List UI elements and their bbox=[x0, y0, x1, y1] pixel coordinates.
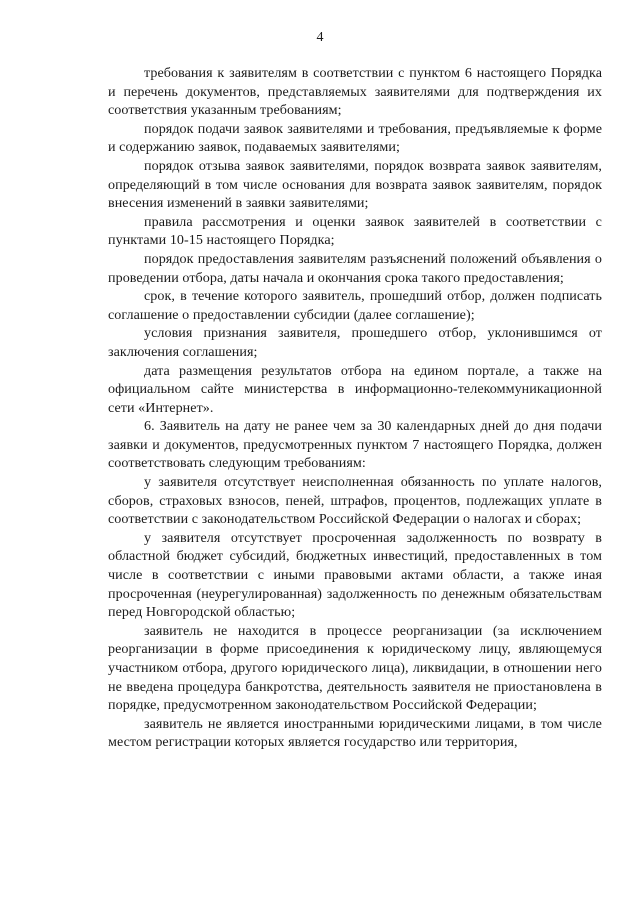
paragraph-results-publication: дата размещения результатов отбора на едином портале, а также на официальном сайте министерства в информационно-телекоммуникационной сети «Интернет». bbox=[108, 362, 602, 416]
page-number: 4 bbox=[316, 30, 324, 45]
paragraph-requirements-to-applicants: требования к заявителям в соответствии с пунктом 6 настоящего Порядка и перечень документов, представляемых заявителями для подтверждения их соответствия указанным требованиям; bbox=[108, 65, 602, 119]
paragraph-no-reorganization: заявитель не находится в процессе реорганизации (за исключением реорганизации в форме присоединения к юридическому лицу, являющемуся участником отбора, другого юридического лица), ликвидации, в отношении него не введена процедура банкротства, деятельность заявителя не приостановлена в порядке, предусмотренном законодательством Российской Федерации; bbox=[108, 622, 602, 714]
paragraph-no-overdue-debt: у заявителя отсутствует просроченная задолженность по возврату в областной бюджет субсидий, бюджетных инвестиций, предоставленных в том числе в соответствии с иными правовыми актами области, а также иная просроченная (неурегулированная) задолженность по денежным обязательствам перед Новгородской областью; bbox=[108, 529, 602, 621]
paragraph-section-6: 6. Заявитель на дату не ранее чем за 30 календарных дней до дня подачи заявки и документов, предусмотренных пунктом 7 настоящего Порядка, должен соответствовать следующим требованиям: bbox=[108, 418, 602, 472]
paragraph-not-foreign-entity: заявитель не является иностранными юридическими лицами, в том числе местом регистрации которых является государство или территория, bbox=[108, 715, 602, 751]
paragraph-agreement-deadline: срок, в течение которого заявитель, прошедший отбор, должен подписать соглашение о предоставлении субсидии (далее соглашение); bbox=[108, 288, 602, 323]
paragraph-withdrawal-procedure: порядок отзыва заявок заявителями, порядок возврата заявок заявителям, определяющий в том числе основания для возврата заявок заявителям, порядок внесения изменений в заявки заявителями; bbox=[108, 157, 602, 212]
paragraph-review-rules: правила рассмотрения и оценки заявок заявителей в соответствии с пунктами 10-15 настоящего Порядка; bbox=[108, 213, 602, 249]
document-body bbox=[108, 64, 602, 752]
paragraph-submission-procedure: порядок подачи заявок заявителями и требования, предъявляемые к форме и содержанию заявок, подаваемых заявителями; bbox=[108, 120, 602, 156]
paragraph-clarifications-procedure: порядок предоставления заявителям разъяснений положений объявления о проведении отбора, даты начала и окончания срока такого предоставления; bbox=[108, 250, 602, 286]
paragraph-evasion-conditions: условия признания заявителя, прошедшего отбор, уклонившимся от заключения соглашения; bbox=[108, 325, 602, 360]
paragraph-no-tax-debt: у заявителя отсутствует неисполненная обязанность по уплате налогов, сборов, страховых взносов, пеней, штрафов, процентов, подлежащих уплате в соответствии с законодательством Российской Федерации о налогах и сборах; bbox=[108, 474, 602, 528]
